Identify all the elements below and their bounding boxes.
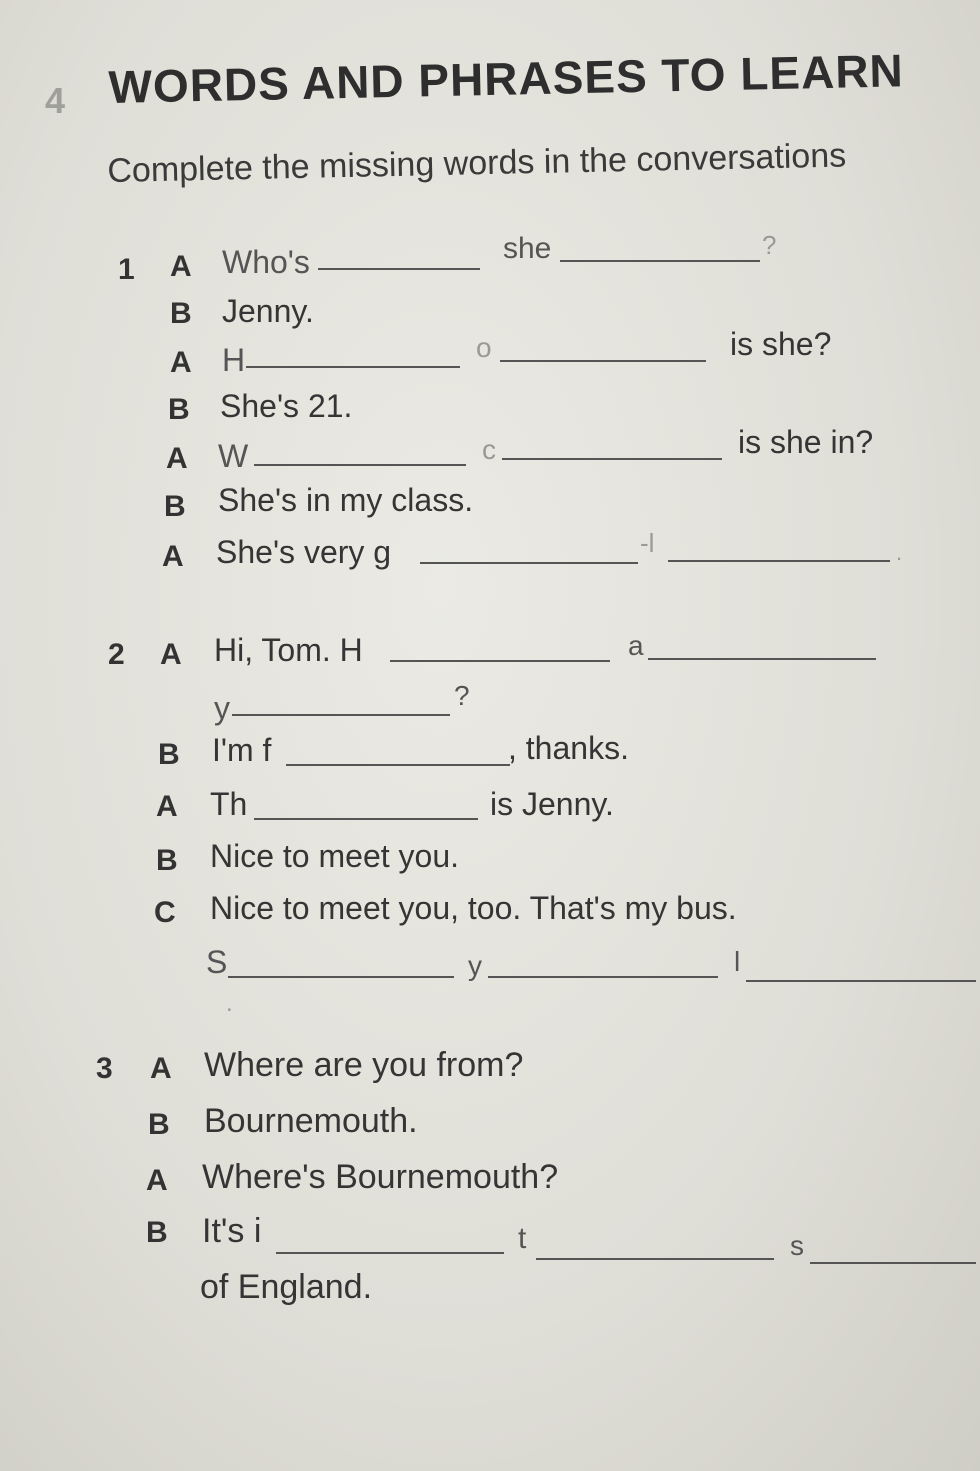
answer-blank[interactable] <box>228 976 454 978</box>
answer-blank[interactable] <box>254 818 478 820</box>
answer-blank[interactable] <box>254 464 466 466</box>
answer-blank[interactable] <box>502 458 722 460</box>
answer-blank[interactable] <box>420 562 638 564</box>
section-number: 4 <box>45 80 66 121</box>
line-text: s <box>790 1230 804 1261</box>
line-text: She's 21. <box>220 388 353 424</box>
section-title: WORDS AND PHRASES TO LEARN <box>108 44 905 113</box>
speaker-label: A <box>146 1164 168 1197</box>
line-text: is she in? <box>738 424 874 460</box>
line-text: , thanks. <box>508 730 629 766</box>
line-text: l <box>734 946 741 977</box>
answer-blank[interactable] <box>668 560 890 562</box>
line-text: t <box>518 1222 527 1255</box>
speaker-label: A <box>170 346 192 379</box>
instruction-text: Complete the missing words in the conversations <box>107 136 847 190</box>
line-text: y <box>468 950 482 981</box>
line-text: a <box>628 630 644 661</box>
line-text: is Jenny. <box>490 786 614 822</box>
line-text: She's in my class. <box>218 482 474 518</box>
speaker-label: B <box>168 393 190 426</box>
speaker-label: A <box>160 638 182 671</box>
line-text: she <box>503 232 552 265</box>
speaker-label: B <box>170 297 192 330</box>
line-text: She's very g <box>216 534 392 570</box>
line-text: Where's Bournemouth? <box>202 1158 559 1196</box>
line-text: . <box>226 990 233 1017</box>
answer-blank[interactable] <box>390 660 610 662</box>
line-text: of England. <box>200 1268 373 1306</box>
exercise-number: 1 <box>118 253 135 286</box>
line-text: is she? <box>730 326 832 362</box>
line-text: Bournemouth. <box>204 1102 418 1140</box>
exercise-number: 3 <box>96 1052 113 1085</box>
speaker-label: A <box>170 250 192 283</box>
line-text: Nice to meet you. <box>210 838 459 874</box>
answer-blank[interactable] <box>318 268 480 270</box>
speaker-label: B <box>158 738 180 771</box>
line-text: y <box>214 690 230 726</box>
answer-blank[interactable] <box>276 1252 504 1254</box>
answer-blank[interactable] <box>746 980 976 982</box>
speaker-label: B <box>148 1108 170 1141</box>
speaker-label: A <box>162 540 184 573</box>
speaker-label: A <box>156 790 178 823</box>
line-text: I'm f <box>212 732 272 768</box>
answer-blank[interactable] <box>500 360 706 362</box>
speaker-label: A <box>166 442 188 475</box>
speaker-label: A <box>150 1052 172 1085</box>
line-text: -l <box>640 528 655 558</box>
answer-blank[interactable] <box>286 764 510 766</box>
line-text: H <box>222 342 246 378</box>
line-text: ? <box>454 680 470 711</box>
line-text: Where are you from? <box>204 1046 524 1084</box>
answer-blank[interactable] <box>488 976 718 978</box>
line-text: Who's <box>222 244 310 280</box>
speaker-label: B <box>146 1216 168 1249</box>
line-text: It's i <box>202 1212 262 1250</box>
line-text: o <box>476 332 492 363</box>
speaker-label: B <box>156 844 178 877</box>
answer-blank[interactable] <box>246 366 460 368</box>
answer-blank[interactable] <box>648 658 876 660</box>
speaker-label: C <box>154 896 176 929</box>
answer-blank[interactable] <box>536 1258 774 1260</box>
line-text: Th <box>210 786 248 822</box>
line-text: c <box>482 434 496 465</box>
answer-blank[interactable] <box>810 1262 976 1264</box>
exercise-number: 2 <box>108 638 125 671</box>
line-text: Hi, Tom. H <box>214 632 363 668</box>
answer-blank[interactable] <box>560 260 760 262</box>
line-text: . <box>896 540 903 565</box>
line-text: Nice to meet you, too. That's my bus. <box>210 890 737 926</box>
line-text: ? <box>762 230 777 260</box>
speaker-label: B <box>164 490 186 523</box>
answer-blank[interactable] <box>232 714 450 716</box>
line-text: W <box>218 438 249 474</box>
line-text: S <box>206 944 228 980</box>
line-text: Jenny. <box>222 293 314 329</box>
